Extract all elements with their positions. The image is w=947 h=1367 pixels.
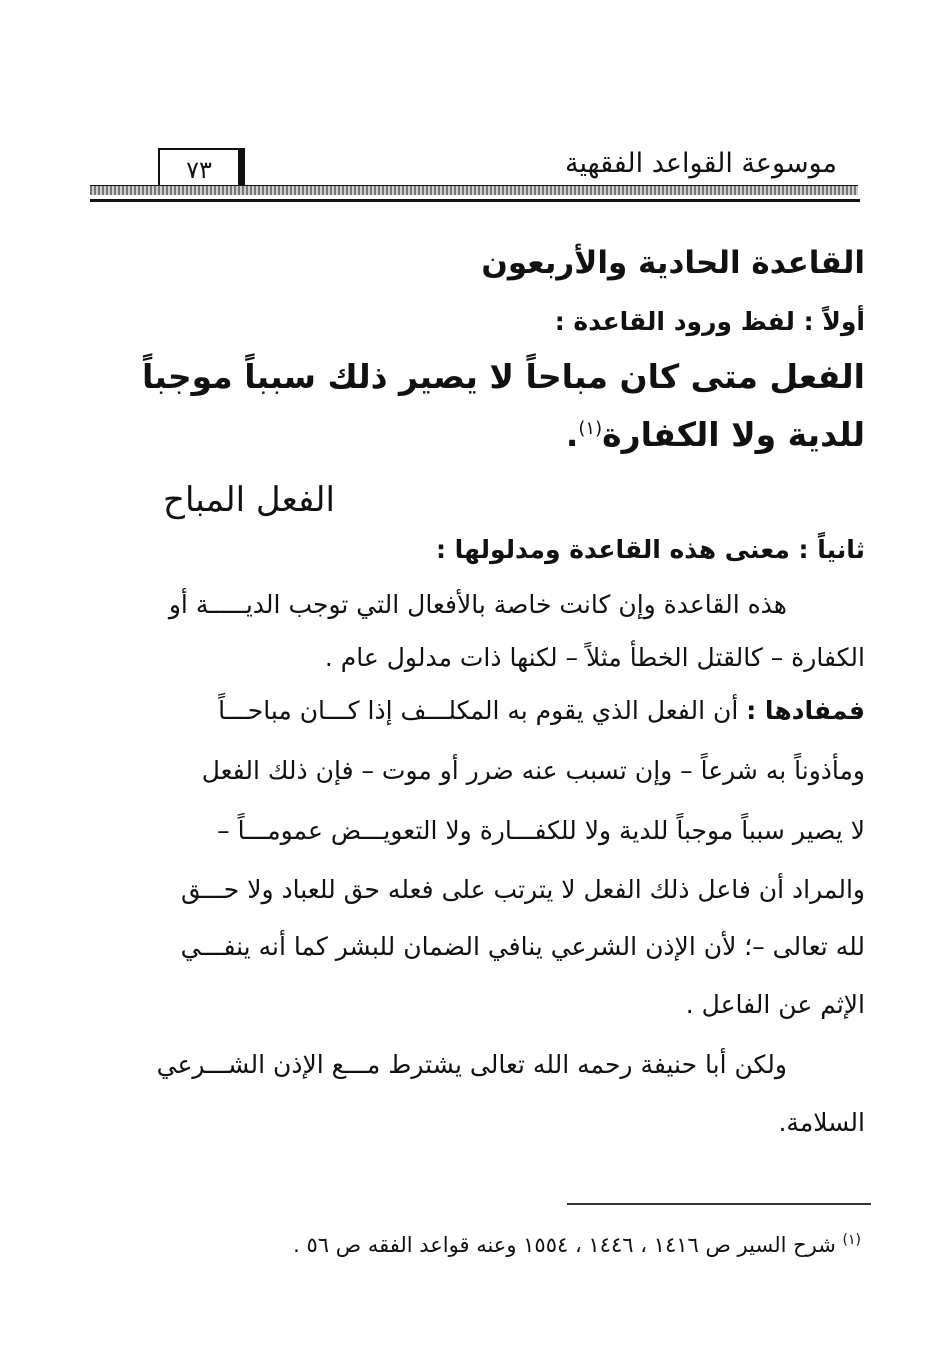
meaning-label: ثانياً : معنى هذه القاعدة ومدلولها : bbox=[435, 535, 865, 564]
footnote-text: شرح السير ص ١٤١٦ ، ١٤٤٦ ، ١٥٥٤ وعنه قواعد الفقه ص ٥٦ . bbox=[293, 1233, 836, 1257]
rule-wording-label: أولاً : لفظ ورود القاعدة : bbox=[554, 307, 865, 336]
footnote-ref: (١) bbox=[578, 418, 603, 439]
running-title: موسوعة القواعد الفقهية bbox=[565, 148, 837, 179]
rule-text-line-2-body: للدية ولا الكفارة bbox=[602, 415, 865, 454]
body-line-5: لا يصير سبباً موجباً للدية ولا للكفـــارة ولا التعويـــض عمومـــاً – bbox=[217, 816, 865, 845]
rule-text-line-2 bbox=[566, 415, 865, 454]
header-rule bbox=[90, 199, 860, 202]
body-line-3-text: أن الفعل الذي يقوم به المكلـــف إذا كـــان مباحـــاً bbox=[218, 696, 739, 725]
body-line-10: السلامة. bbox=[778, 1108, 865, 1137]
body-line-6: والمراد أن فاعل ذلك الفعل لا يترتب على فعله حق للعباد ولا حـــق bbox=[180, 875, 865, 904]
header-hatched-rule bbox=[90, 185, 858, 195]
body-line-8: الإثم عن الفاعل . bbox=[685, 990, 865, 1019]
handwritten-note: الفعل المباح bbox=[163, 480, 335, 520]
body-line-9: ولكن أبا حنيفة رحمه الله تعالى يشترط مـــع الإذن الشـــرعي bbox=[156, 1050, 787, 1079]
footnote-marker: (١) bbox=[842, 1232, 861, 1248]
footnote bbox=[293, 1232, 861, 1257]
body-line-3 bbox=[218, 696, 865, 725]
body-line-2: الكفارة – كالقتل الخطأ مثلاً – لكنها ذات مدلول عام . bbox=[324, 643, 865, 672]
body-line-7: لله تعالى –؛ لأن الإذن الشرعي ينافي الضمان للبشر كما أنه ينفـــي bbox=[180, 932, 865, 961]
rule-text-line-1: الفعل متى كان مباحاً لا يصير ذلك سبباً موجباً bbox=[141, 357, 865, 396]
body-line-1: هذه القاعدة وإن كانت خاصة بالأفعال التي توجب الديـــــة أو bbox=[168, 590, 787, 619]
footnote-rule bbox=[567, 1203, 871, 1205]
emphasis-label: فمفادها : bbox=[746, 696, 865, 725]
rule-heading: القاعدة الحادية والأربعون bbox=[481, 245, 865, 281]
rule-text-line-2-end: . bbox=[565, 415, 579, 454]
body-line-4: ومأذوناً به شرعاً – وإن تسبب عنه ضرر أو موت – فإن ذلك الفعل bbox=[201, 756, 865, 785]
page-number: ٧٣ bbox=[186, 156, 212, 184]
